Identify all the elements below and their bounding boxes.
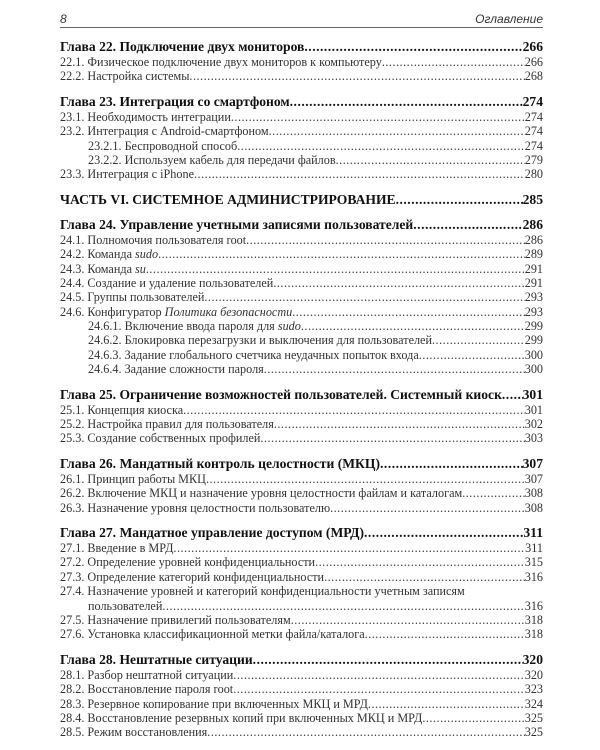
entry-page: 291 bbox=[524, 275, 543, 290]
entry-title bbox=[88, 139, 237, 153]
entry-title-text: 27.6. Установка классификационной метки файла/каталога bbox=[60, 627, 365, 642]
entry-title bbox=[60, 69, 189, 83]
entry-page: 274 bbox=[524, 138, 543, 153]
dot-leader bbox=[237, 139, 524, 153]
dot-leader bbox=[194, 167, 525, 181]
entry-title: 27.4. Назначение уровней и категорий конфиденциальности учетным записям bbox=[60, 584, 465, 599]
entry-page: 307 bbox=[524, 471, 543, 486]
dot-leader bbox=[462, 486, 525, 500]
entry-page: 325 bbox=[524, 725, 543, 740]
toc-chapter[interactable] bbox=[60, 94, 543, 110]
page-header bbox=[60, 10, 543, 28]
dot-leader bbox=[233, 682, 525, 696]
entry-title bbox=[60, 697, 368, 711]
table-of-contents bbox=[60, 39, 543, 740]
dot-leader bbox=[365, 627, 525, 641]
entry-title bbox=[60, 456, 380, 472]
entry-title-text: 25.1. Концепция киоска bbox=[60, 402, 184, 417]
entry-title-text: 26.1. Принцип работы МКЦ bbox=[60, 471, 206, 486]
entry-title bbox=[60, 627, 365, 641]
entry-page: 301 bbox=[524, 402, 543, 417]
toc-entry[interactable] bbox=[60, 570, 543, 584]
toc-chapter[interactable] bbox=[60, 652, 543, 668]
entry-page: 293 bbox=[524, 290, 543, 305]
toc-chapter[interactable] bbox=[60, 525, 543, 541]
entry-page: 286 bbox=[524, 232, 543, 247]
entry-page: 311 bbox=[523, 524, 543, 540]
dot-leader bbox=[204, 290, 524, 304]
entry-title bbox=[60, 501, 330, 515]
entry-title-text: 22.2. Настройка системы bbox=[60, 69, 190, 84]
dot-leader bbox=[364, 525, 523, 541]
entry-page: 274 bbox=[524, 109, 543, 124]
entry-title-text: 28.5. Режим восстановления bbox=[60, 725, 208, 740]
entry-title-text: 28.2. Восстановление пароля root bbox=[60, 682, 234, 697]
toc-chapter[interactable] bbox=[60, 39, 543, 55]
entry-title-text: Глава 23. Интеграция со смартфоном bbox=[60, 93, 290, 109]
entry-title bbox=[60, 725, 207, 739]
entry-page: 307 bbox=[522, 455, 543, 471]
entry-page: 308 bbox=[524, 500, 543, 515]
entry-page: 285 bbox=[522, 191, 543, 207]
entry-page: 308 bbox=[524, 486, 543, 501]
entry-title-text: Глава 25. Ограничение возможностей пользователей. Системный киоск bbox=[60, 386, 502, 402]
entry-title-text: 24.6.2. Блокировка перезагрузки и выключения для пользователей bbox=[88, 333, 432, 348]
dot-leader bbox=[382, 55, 525, 69]
entry-title-text: 27.1. Введение в МРД bbox=[60, 540, 174, 555]
entry-title-italic: sudo bbox=[277, 319, 301, 334]
toc-entry[interactable] bbox=[60, 486, 543, 500]
toc-entry[interactable] bbox=[60, 153, 543, 167]
toc-entry[interactable] bbox=[60, 711, 543, 725]
dot-leader bbox=[183, 403, 525, 417]
dot-leader bbox=[206, 472, 525, 486]
entry-title-text: 26.3. Назначение уровня целостности пользователю bbox=[60, 500, 331, 515]
dot-leader bbox=[290, 94, 523, 110]
dot-leader bbox=[264, 362, 525, 376]
dot-leader bbox=[260, 431, 524, 445]
dot-leader bbox=[246, 233, 525, 247]
entry-title-text: 28.4. Восстановление резервных копий при включенных МКЦ и МРД bbox=[60, 710, 423, 725]
dot-leader bbox=[330, 501, 525, 515]
entry-title-continuation: пользователей bbox=[88, 598, 163, 613]
toc-entry[interactable] bbox=[60, 613, 543, 627]
dot-leader bbox=[419, 348, 525, 362]
entry-title-italic: Политика безопасности bbox=[164, 304, 293, 319]
entry-page: 325 bbox=[524, 710, 543, 725]
entry-page: 280 bbox=[524, 167, 543, 182]
entry-title-text: 24.6. Конфигуратор bbox=[60, 304, 165, 319]
entry-title bbox=[60, 39, 304, 55]
dot-leader bbox=[231, 110, 525, 124]
dot-leader bbox=[422, 711, 524, 725]
entry-title bbox=[60, 652, 253, 668]
toc-entry[interactable] bbox=[60, 584, 543, 598]
toc-entry[interactable] bbox=[60, 682, 543, 696]
entry-title-text: 24.6.3. Задание глобального счетчика неудачных попыток входа bbox=[88, 347, 419, 362]
entry-title-text: 23.2.2. Используем кабель для передачи файлов bbox=[88, 152, 336, 167]
dot-leader bbox=[301, 319, 525, 333]
entry-title-italic: su bbox=[135, 261, 146, 276]
entry-title bbox=[60, 124, 269, 138]
entry-title bbox=[60, 217, 413, 233]
dot-leader bbox=[253, 652, 523, 668]
dot-leader bbox=[304, 39, 522, 55]
dot-leader bbox=[189, 69, 524, 83]
dot-leader bbox=[233, 668, 524, 682]
toc-entry[interactable] bbox=[60, 403, 543, 417]
toc-entry[interactable] bbox=[60, 333, 543, 347]
entry-title-text: 26.2. Включение МКЦ и назначение уровня целостности файлам и каталогам bbox=[60, 486, 463, 501]
entry-title bbox=[60, 94, 290, 110]
dot-leader bbox=[413, 217, 522, 233]
entry-page: 279 bbox=[524, 152, 543, 167]
entry-title-text: 24.6.1. Включение ввода пароля для bbox=[88, 319, 278, 334]
entry-title bbox=[60, 276, 273, 290]
toc-entry[interactable] bbox=[60, 431, 543, 445]
toc-entry[interactable] bbox=[60, 124, 543, 138]
entry-title-text: 23.2.1. Беспроводной способ bbox=[88, 138, 238, 153]
entry-title-text: 24.3. Команда bbox=[60, 261, 136, 276]
entry-title bbox=[60, 387, 502, 403]
entry-page: 311 bbox=[525, 540, 543, 555]
toc-entry[interactable] bbox=[60, 627, 543, 641]
entry-title-text: 23.3. Интеграция с iPhone bbox=[60, 167, 194, 182]
entry-title bbox=[60, 305, 292, 319]
dot-leader bbox=[146, 262, 525, 276]
dot-leader bbox=[324, 570, 525, 584]
dot-leader bbox=[396, 192, 523, 208]
toc-chapter[interactable] bbox=[60, 456, 543, 472]
dot-leader bbox=[269, 124, 525, 138]
entry-title-text: 23.2. Интеграция с Android-смартфоном bbox=[60, 124, 269, 139]
toc-part[interactable] bbox=[60, 192, 543, 208]
entry-title-text: Глава 26. Мандатный контроль целостности (МКЦ) bbox=[60, 455, 381, 471]
toc-entry[interactable] bbox=[60, 233, 543, 247]
entry-title bbox=[60, 167, 194, 181]
entry-title-text: Глава 22. Подключение двух мониторов bbox=[60, 39, 305, 54]
entry-title-text: 23.1. Необходимость интеграции bbox=[60, 109, 231, 124]
toc-entry[interactable] bbox=[60, 167, 543, 181]
dot-leader bbox=[368, 697, 525, 711]
toc-entry[interactable] bbox=[60, 247, 543, 261]
toc-entry[interactable] bbox=[60, 472, 543, 486]
toc-entry[interactable] bbox=[60, 417, 543, 431]
entry-title-text: 24.6.4. Задание сложности пароля bbox=[88, 362, 264, 377]
dot-leader bbox=[274, 417, 525, 431]
page-number: 8 bbox=[60, 12, 67, 26]
entry-title bbox=[60, 525, 364, 541]
entry-title bbox=[60, 262, 146, 276]
dot-leader bbox=[291, 613, 525, 627]
toc-entry[interactable] bbox=[60, 555, 543, 569]
entry-title bbox=[88, 333, 432, 347]
entry-title bbox=[60, 192, 396, 208]
entry-title bbox=[88, 362, 264, 376]
entry-page: 274 bbox=[524, 124, 543, 139]
entry-title-text: 27.5. Назначение привилегий пользователям bbox=[60, 612, 291, 627]
dot-leader bbox=[158, 247, 525, 261]
entry-title-text: 27.2. Определение уровней конфиденциальности bbox=[60, 555, 316, 570]
toc-entry[interactable] bbox=[60, 110, 543, 124]
entry-page: 316 bbox=[524, 569, 543, 584]
entry-title bbox=[60, 290, 204, 304]
entry-title bbox=[60, 555, 315, 569]
toc-entry[interactable] bbox=[60, 348, 543, 362]
toc-entry[interactable] bbox=[60, 55, 543, 69]
toc-entry[interactable] bbox=[60, 262, 543, 276]
entry-title-text: 24.1. Полномочия пользователя root bbox=[60, 232, 247, 247]
toc-entry[interactable] bbox=[60, 319, 543, 333]
dot-leader bbox=[315, 555, 525, 569]
entry-page: 320 bbox=[522, 651, 543, 667]
entry-page: 300 bbox=[524, 347, 543, 362]
entry-title bbox=[60, 541, 173, 555]
entry-title-text: Глава 27. Мандатное управление доступом (МРД) bbox=[60, 524, 365, 540]
entry-title-text: 25.3. Создание собственных профилей bbox=[60, 431, 261, 446]
toc-entry-continuation[interactable] bbox=[60, 599, 543, 613]
entry-page: 301 bbox=[522, 386, 543, 402]
entry-title bbox=[60, 570, 324, 584]
entry-page: 318 bbox=[524, 627, 543, 642]
entry-page: 268 bbox=[524, 69, 543, 84]
dot-leader bbox=[380, 456, 523, 472]
toc-chapter[interactable] bbox=[60, 387, 543, 403]
dot-leader bbox=[207, 725, 524, 739]
entry-title bbox=[60, 431, 260, 445]
entry-title bbox=[88, 153, 336, 167]
dot-leader bbox=[502, 387, 523, 403]
entry-page: 289 bbox=[524, 247, 543, 262]
toc-chapter[interactable] bbox=[60, 217, 543, 233]
entry-title bbox=[60, 668, 233, 682]
entry-page: 266 bbox=[524, 55, 543, 69]
dot-leader bbox=[162, 599, 524, 613]
entry-title bbox=[60, 403, 183, 417]
toc-entry[interactable] bbox=[60, 501, 543, 515]
entry-title bbox=[60, 472, 206, 486]
entry-title bbox=[60, 682, 233, 696]
entry-page: 316 bbox=[524, 598, 543, 613]
entry-title bbox=[60, 417, 274, 431]
entry-page: 318 bbox=[524, 612, 543, 627]
dot-leader bbox=[336, 153, 525, 167]
entry-title bbox=[88, 348, 419, 362]
entry-title-text: 28.1. Разбор нештатной ситуации bbox=[60, 667, 234, 682]
entry-title bbox=[60, 110, 231, 124]
entry-page: 302 bbox=[524, 417, 543, 432]
entry-title bbox=[88, 319, 301, 333]
entry-title bbox=[60, 233, 246, 247]
dot-leader bbox=[273, 276, 524, 290]
entry-title bbox=[60, 486, 462, 500]
entry-title-text: 22.1. Физическое подключение двух мониторов к компьютеру bbox=[60, 55, 382, 69]
entry-page: 299 bbox=[524, 319, 543, 334]
dot-leader bbox=[432, 333, 525, 347]
toc-entry[interactable] bbox=[60, 290, 543, 304]
toc-entry[interactable] bbox=[60, 668, 543, 682]
entry-title-text: Глава 28. Нештатные ситуации bbox=[60, 651, 253, 667]
dot-leader bbox=[173, 541, 525, 555]
entry-page: 266 bbox=[522, 39, 543, 54]
toc-entry[interactable] bbox=[60, 362, 543, 376]
entry-page: 293 bbox=[524, 304, 543, 319]
toc-entry[interactable] bbox=[60, 697, 543, 711]
toc-entry[interactable] bbox=[60, 276, 543, 290]
entry-title-text: Глава 24. Управление учетными записями пользователей bbox=[60, 216, 414, 232]
toc-entry[interactable] bbox=[60, 305, 543, 319]
toc-entry[interactable] bbox=[60, 725, 543, 739]
entry-title-text: 24.5. Группы пользователей bbox=[60, 290, 205, 305]
entry-page: 323 bbox=[524, 682, 543, 697]
entry-title-text: 24.4. Создание и удаление пользователей bbox=[60, 275, 274, 290]
entry-page: 324 bbox=[524, 696, 543, 711]
toc-entry[interactable] bbox=[60, 69, 543, 83]
entry-title-text: ЧАСТЬ VI. СИСТЕМНОЕ АДМИНИСТРИРОВАНИЕ bbox=[60, 191, 396, 207]
entry-page: 315 bbox=[524, 555, 543, 570]
entry-page: 300 bbox=[524, 362, 543, 377]
entry-title-italic: sudo bbox=[135, 247, 159, 262]
entry-title-text: 25.2. Настройка правил для пользователя bbox=[60, 417, 274, 432]
entry-page: 303 bbox=[524, 431, 543, 446]
toc-entry[interactable] bbox=[60, 139, 543, 153]
entry-page: 320 bbox=[524, 667, 543, 682]
dot-leader bbox=[292, 305, 525, 319]
entry-page: 299 bbox=[524, 333, 543, 348]
entry-title bbox=[60, 247, 158, 261]
entry-page: 291 bbox=[524, 261, 543, 276]
entry-title bbox=[60, 613, 291, 627]
entry-title bbox=[60, 55, 382, 69]
entry-title-text: 27.3. Определение категорий конфиденциальности bbox=[60, 569, 325, 584]
running-title: Оглавление bbox=[475, 12, 543, 26]
toc-entry[interactable] bbox=[60, 541, 543, 555]
entry-title-text: 24.2. Команда bbox=[60, 247, 136, 262]
entry-page: 274 bbox=[522, 93, 543, 109]
entry-title-text: 28.3. Резервное копирование при включенных МКЦ и МРД bbox=[60, 696, 368, 711]
entry-page: 286 bbox=[522, 216, 543, 232]
entry-title bbox=[60, 711, 422, 725]
